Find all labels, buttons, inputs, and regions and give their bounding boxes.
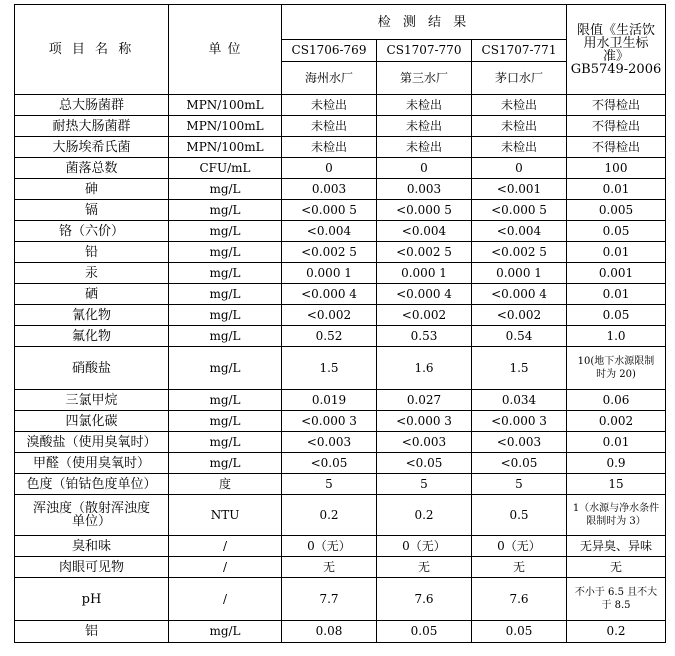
standard-header-line2: 用水卫生标 — [583, 35, 649, 51]
row-value-1: <0.002 — [282, 305, 377, 326]
row-limit: 100 — [567, 158, 666, 179]
row-value-1: 未检出 — [282, 116, 377, 137]
row-unit: mg/L — [169, 432, 282, 453]
row-value-3: <0.05 — [472, 453, 567, 474]
row-value-2: <0.003 — [377, 432, 472, 453]
row-limit: 不得检出 — [567, 95, 666, 116]
table-row — [15, 95, 666, 116]
row-name: 肉眼可见物 — [15, 557, 169, 578]
row-value-2: 无 — [377, 557, 472, 578]
row-value-2: 未检出 — [377, 137, 472, 158]
row-value-3: 5 — [472, 474, 567, 495]
row-name: 硝酸盐 — [15, 347, 169, 390]
sample-plant-1: 海州水厂 — [282, 62, 377, 95]
row-value-3: <0.000 4 — [472, 284, 567, 305]
row-value-2: 0.003 — [377, 179, 472, 200]
water-quality-table — [14, 4, 666, 643]
row-value-1: 无 — [282, 557, 377, 578]
row-value-1: 0.003 — [282, 179, 377, 200]
row-value-1: 0 — [282, 158, 377, 179]
row-value-2: <0.05 — [377, 453, 472, 474]
unit-header: 单 位 — [169, 5, 282, 95]
standard-header-line4: GB5749-2006 — [570, 61, 662, 77]
row-unit: mg/L — [169, 390, 282, 411]
row-value-3: <0.002 — [472, 305, 567, 326]
standard-header — [567, 5, 666, 95]
row-value-1: <0.003 — [282, 432, 377, 453]
row-limit: 0.01 — [567, 179, 666, 200]
row-unit: mg/L — [169, 284, 282, 305]
row-value-3: <0.003 — [472, 432, 567, 453]
row-value-3: 未检出 — [472, 137, 567, 158]
row-name: 甲醛（使用臭氧时） — [15, 453, 169, 474]
table-row — [15, 137, 666, 158]
row-unit: mg/L — [169, 242, 282, 263]
row-value-1: <0.000 3 — [282, 411, 377, 432]
row-value-2: <0.000 4 — [377, 284, 472, 305]
row-name: 铬（六价） — [15, 221, 169, 242]
row-unit: mg/L — [169, 263, 282, 284]
row-limit: 0.2 — [567, 621, 666, 643]
row-value-2: 0.027 — [377, 390, 472, 411]
row-limit: 0.005 — [567, 200, 666, 221]
row-name-line2: 单位） — [71, 514, 111, 529]
row-value-2: 0.05 — [377, 621, 472, 643]
row-value-2: 1.6 — [377, 347, 472, 390]
row-value-3: 0.5 — [472, 495, 567, 536]
row-value-3: 0（无） — [472, 536, 567, 557]
row-value-3: 未检出 — [472, 95, 567, 116]
row-name: 总大肠菌群 — [15, 95, 169, 116]
row-limit-line2: 限制时为 3） — [586, 516, 646, 527]
row-name: 硒 — [15, 284, 169, 305]
row-value-3: <0.004 — [472, 221, 567, 242]
row-value-1: <0.000 4 — [282, 284, 377, 305]
table-row — [15, 621, 666, 643]
row-unit: MPN/100mL — [169, 116, 282, 137]
table-row — [15, 263, 666, 284]
row-limit: 0.05 — [567, 305, 666, 326]
row-value-2: 7.6 — [377, 578, 472, 621]
row-name: 溴酸盐（使用臭氧时） — [15, 432, 169, 453]
row-value-1: 0.019 — [282, 390, 377, 411]
row-value-2: <0.002 5 — [377, 242, 472, 263]
row-name: 砷 — [15, 179, 169, 200]
row-value-3: 无 — [472, 557, 567, 578]
table-row — [15, 242, 666, 263]
row-name: 臭和味 — [15, 536, 169, 557]
row-unit: mg/L — [169, 411, 282, 432]
row-value-3: 0.000 1 — [472, 263, 567, 284]
row-value-3: 0.54 — [472, 326, 567, 347]
row-value-1: <0.05 — [282, 453, 377, 474]
row-unit: 度 — [169, 474, 282, 495]
table-row — [15, 221, 666, 242]
row-limit: 0.9 — [567, 453, 666, 474]
row-name: 色度（铂钴色度单位） — [15, 474, 169, 495]
sample-plant-3: 茅口水厂 — [472, 62, 567, 95]
row-name: 菌落总数 — [15, 158, 169, 179]
table-row — [15, 578, 666, 621]
sample-code-3: CS1707-771 — [472, 40, 567, 62]
row-value-3: <0.001 — [472, 179, 567, 200]
row-limit-line1: 不小于 6.5 且不大 — [574, 587, 658, 598]
row-limit: 不得检出 — [567, 137, 666, 158]
table-row — [15, 390, 666, 411]
row-unit: MPN/100mL — [169, 95, 282, 116]
standard-header-line3: 准》 — [602, 48, 629, 64]
row-value-1: 未检出 — [282, 137, 377, 158]
row-value-2: 5 — [377, 474, 472, 495]
row-unit: / — [169, 557, 282, 578]
row-value-1: <0.002 5 — [282, 242, 377, 263]
row-value-3: <0.002 5 — [472, 242, 567, 263]
row-name: 氰化物 — [15, 305, 169, 326]
row-value-1: 0.08 — [282, 621, 377, 643]
standard-header-line1: 限值《生活饮 — [576, 22, 655, 38]
row-limit-line2: 时为 20) — [596, 369, 636, 380]
row-unit: / — [169, 536, 282, 557]
table-row — [15, 284, 666, 305]
row-limit — [567, 495, 666, 536]
row-value-3: <0.000 5 — [472, 200, 567, 221]
row-limit — [567, 347, 666, 390]
row-value-1: 0.2 — [282, 495, 377, 536]
row-value-2: 0（无） — [377, 536, 472, 557]
sample-code-2: CS1707-770 — [377, 40, 472, 62]
table-row — [15, 474, 666, 495]
row-unit: NTU — [169, 495, 282, 536]
row-unit: mg/L — [169, 621, 282, 643]
row-value-3: 未检出 — [472, 116, 567, 137]
row-value-1: 7.7 — [282, 578, 377, 621]
row-name: 汞 — [15, 263, 169, 284]
row-value-3: 7.6 — [472, 578, 567, 621]
row-name: 四氯化碳 — [15, 411, 169, 432]
results-group-header: 检 测 结 果 — [282, 5, 567, 40]
row-unit: mg/L — [169, 221, 282, 242]
table-row — [15, 158, 666, 179]
row-value-2: <0.004 — [377, 221, 472, 242]
row-name: 耐热大肠菌群 — [15, 116, 169, 137]
row-value-1: 0.000 1 — [282, 263, 377, 284]
table-row — [15, 116, 666, 137]
row-limit: 无异臭、异味 — [567, 536, 666, 557]
row-value-1: 0（无） — [282, 536, 377, 557]
sample-code-1: CS1706-769 — [282, 40, 377, 62]
row-unit: / — [169, 578, 282, 621]
row-name: 铅 — [15, 242, 169, 263]
table-row — [15, 432, 666, 453]
row-limit: 1.0 — [567, 326, 666, 347]
table-row — [15, 326, 666, 347]
row-value-2: <0.000 3 — [377, 411, 472, 432]
row-value-1: 1.5 — [282, 347, 377, 390]
row-unit: mg/L — [169, 453, 282, 474]
table-row — [15, 536, 666, 557]
row-unit: CFU/mL — [169, 158, 282, 179]
row-limit: 0.01 — [567, 242, 666, 263]
row-limit: 15 — [567, 474, 666, 495]
row-value-2: <0.000 5 — [377, 200, 472, 221]
row-value-2: 未检出 — [377, 116, 472, 137]
table-row — [15, 557, 666, 578]
row-limit-line1: 10(地下水源限制 — [577, 356, 655, 367]
row-unit: mg/L — [169, 200, 282, 221]
row-unit: mg/L — [169, 326, 282, 347]
row-limit: 0.002 — [567, 411, 666, 432]
row-value-3: 0.05 — [472, 621, 567, 643]
row-name — [15, 495, 169, 536]
row-value-1: 未检出 — [282, 95, 377, 116]
row-limit: 0.06 — [567, 390, 666, 411]
row-value-1: <0.004 — [282, 221, 377, 242]
row-value-2: 0 — [377, 158, 472, 179]
sample-plant-2: 第三水厂 — [377, 62, 472, 95]
row-limit: 0.01 — [567, 432, 666, 453]
row-value-1: 5 — [282, 474, 377, 495]
row-limit-line1: 1（水源与净水条件 — [572, 503, 660, 514]
row-limit: 不得检出 — [567, 116, 666, 137]
row-name: pH — [15, 578, 169, 621]
row-unit: mg/L — [169, 305, 282, 326]
row-limit: 无 — [567, 557, 666, 578]
row-value-3: 1.5 — [472, 347, 567, 390]
row-value-3: 0.034 — [472, 390, 567, 411]
row-name: 铝 — [15, 621, 169, 643]
row-value-1: <0.000 5 — [282, 200, 377, 221]
table-row — [15, 495, 666, 536]
row-limit: 0.05 — [567, 221, 666, 242]
table-row — [15, 411, 666, 432]
row-value-1: 0.52 — [282, 326, 377, 347]
header-row-1 — [15, 5, 666, 40]
row-name: 三氯甲烷 — [15, 390, 169, 411]
row-limit-line2: 于 8.5 — [601, 600, 631, 611]
row-limit: 0.01 — [567, 284, 666, 305]
row-value-2: 0.2 — [377, 495, 472, 536]
row-unit: mg/L — [169, 179, 282, 200]
row-unit: MPN/100mL — [169, 137, 282, 158]
table-row — [15, 305, 666, 326]
table-row — [15, 453, 666, 474]
row-value-3: <0.000 3 — [472, 411, 567, 432]
row-value-2: <0.002 — [377, 305, 472, 326]
row-name: 镉 — [15, 200, 169, 221]
row-name-line1: 浑浊度（散射浑浊度 — [32, 501, 150, 516]
row-value-3: 0 — [472, 158, 567, 179]
row-limit — [567, 578, 666, 621]
table-row — [15, 200, 666, 221]
row-name: 氟化物 — [15, 326, 169, 347]
row-value-2: 未检出 — [377, 95, 472, 116]
row-unit: mg/L — [169, 347, 282, 390]
row-value-2: 0.000 1 — [377, 263, 472, 284]
table-row — [15, 347, 666, 390]
table-row — [15, 179, 666, 200]
item-name-header: 项 目 名 称 — [15, 5, 169, 95]
row-value-2: 0.53 — [377, 326, 472, 347]
row-name: 大肠埃希氏菌 — [15, 137, 169, 158]
row-limit: 0.001 — [567, 263, 666, 284]
